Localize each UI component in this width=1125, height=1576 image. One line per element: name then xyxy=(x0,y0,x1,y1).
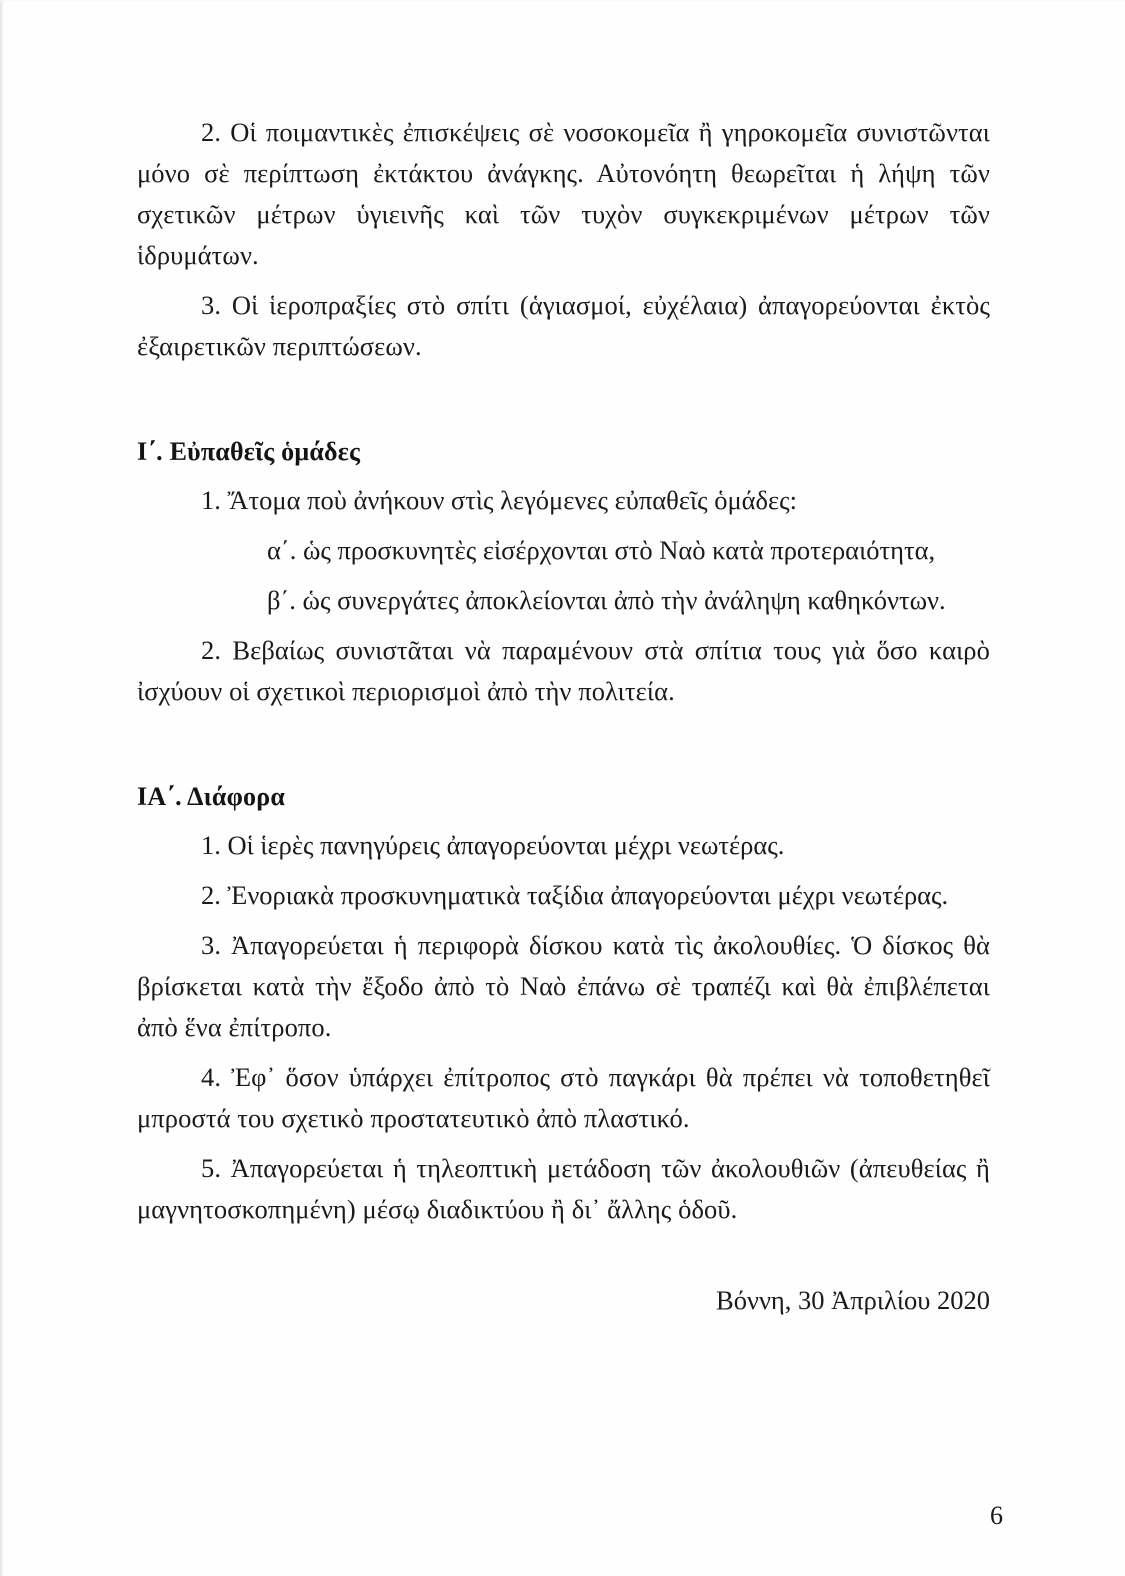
section-heading-miscellaneous: ΙΑ΄. Διάφορα xyxy=(137,782,286,811)
paragraph-misc-5-text: 5. Ἀπαγορεύεται ἡ τηλεοπτικὴ μετάδοση τῶν ἀκολουθιῶν (ἀπευθείας ἢ μαγνητοσκοπημένη) μέσῳ διαδικτύου ἢ δι᾿ ἄλλης ὁδοῦ. xyxy=(137,1153,990,1224)
scan-edge-artifact-top xyxy=(0,0,1125,2)
paragraph-item-2 xyxy=(137,112,990,276)
scan-edge-artifact-left xyxy=(0,0,4,1576)
paragraph-item-3-text: 3. Οἱ ἱεροπραξίες στὸ σπίτι (ἁγιασμοί, εὐχέλαια) ἀπαγορεύονται ἐκτὸς ἐξαιρετικῶν περιπτώσεων. xyxy=(137,290,990,361)
paragraph-misc-3-text: 3. Ἀπαγορεύεται ἡ περιφορὰ δίσκου κατὰ τὶς ἀκολουθίες. Ὁ δίσκος θὰ βρίσκεται κατὰ τὴν ἔξοδο ἀπὸ τὸ Ναὸ ἐπάνω σὲ τραπέζι καὶ θὰ ἐπιβλέπεται ἀπὸ ἕνα ἐπίτροπο. xyxy=(137,930,990,1042)
spacer xyxy=(137,521,990,530)
paragraph-item-2-text: 2. Οἱ ποιμαντικὲς ἐπισκέψεις σὲ νοσοκομεῖα ἢ γηροκομεῖα συνιστῶνται μόνο σὲ περίπτωση ἐκτάκτου ἀνάγκης. Αὐτονόητη θεωρεῖται ἡ λήψη τῶν σχετικῶν μέτρων ὑγιεινῆς καὶ τῶν τυχὸν συγκεκριμένων μέτρων τῶν ἱδρυμάτων. xyxy=(137,117,990,270)
spacer xyxy=(137,712,990,778)
closing-place-and-date: Βόννη, 30 Ἀπριλίου 2020 xyxy=(716,1285,990,1315)
spacer xyxy=(137,816,990,825)
page-number: 6 xyxy=(990,1501,1003,1530)
spacer xyxy=(137,1139,990,1148)
paragraph-misc-3 xyxy=(137,925,990,1048)
paragraph-item-3 xyxy=(137,285,990,367)
document-body xyxy=(137,112,990,1321)
spacer xyxy=(137,866,990,875)
spacer xyxy=(137,471,990,480)
spacer xyxy=(137,276,990,285)
spacer xyxy=(137,571,990,580)
spacer xyxy=(137,916,990,925)
paragraph-misc-4-text: 4. Ἐφ᾿ ὅσον ὑπάρχει ἐπίτροπος στὸ παγκάρι θὰ πρέπει νὰ τοποθετηθεῖ μπροστά του σχετικὸ προστατευτικὸ ἀπὸ πλαστικό. xyxy=(137,1062,990,1133)
list-item-vulnerable-1b: β΄. ὡς συνεργάτες ἀποκλείονται ἀπὸ τὴν ἀνάληψη καθηκόντων. xyxy=(267,585,946,615)
paragraph-misc-5 xyxy=(137,1148,990,1230)
spacer xyxy=(137,367,990,433)
paragraph-vulnerable-2-text: 2. Βεβαίως συνιστᾶται νὰ παραμένουν στὰ σπίτια τους γιὰ ὅσο καιρὸ ἰσχύουν οἱ σχετικοὶ περιορισμοὶ ἀπὸ τὴν πολιτεία. xyxy=(137,635,990,706)
list-item-vulnerable-1: 1. Ἄτομα ποὺ ἀνήκουν στὶς λεγόμενες εὐπαθεῖς ὁμάδες: xyxy=(201,485,798,515)
section-heading-vulnerable-groups: Ι΄. Εὐπαθεῖς ὁμάδες xyxy=(137,437,361,466)
list-item-misc-2: 2. Ἐνοριακὰ προσκυνηματικὰ ταξίδια ἀπαγορεύονται μέχρι νεωτέρας. xyxy=(201,880,949,910)
list-item-misc-1: 1. Οἱ ἱερὲς πανηγύρεις ἀπαγορεύονται μέχρι νεωτέρας. xyxy=(201,830,785,860)
list-item-vulnerable-1a: α΄. ὡς προσκυνητὲς εἰσέρχονται στὸ Ναὸ κατὰ προτεραιότητα, xyxy=(267,535,936,565)
paragraph-misc-4 xyxy=(137,1057,990,1139)
spacer xyxy=(137,1048,990,1057)
paragraph-vulnerable-2 xyxy=(137,630,990,712)
spacer xyxy=(137,1230,990,1280)
spacer xyxy=(137,621,990,630)
